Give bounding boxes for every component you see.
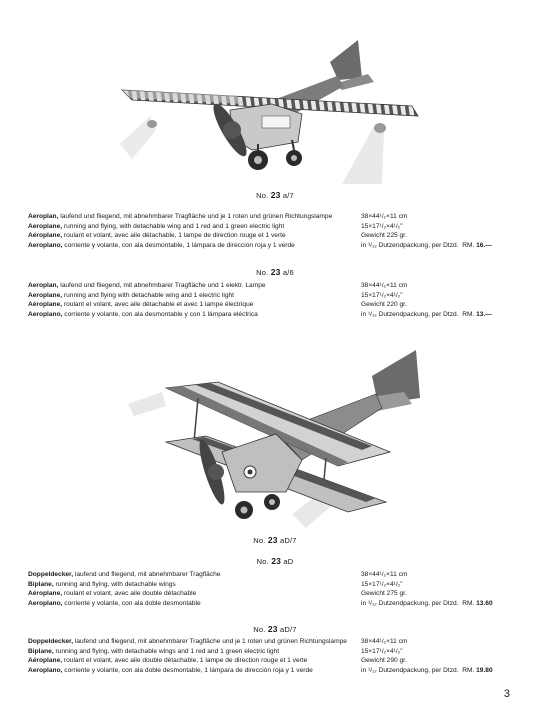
product-row: Biplane, running and flying, with detachable wings and 1 red and 1 green electric light 15×17¹/₂×4¹/₂" [28, 647, 403, 655]
product-block [28, 637, 528, 675]
figure-caption: No. 23 aD [256, 556, 294, 566]
product-row: Aeroplan, laufend und fliegend, mit abnehmbarer Tragfläche und je 1 roten und grünen Richtungslampe 38×44¹/₂×11 cm [28, 213, 408, 220]
product-row: Aeroplano, corriente y volante, con ala desmontable, 1 lámpara de dirección roja y 1 verde in ¹/₁₂ Dutzendpackung, per Dtzd. RM. 16.— [28, 241, 492, 249]
product-block [28, 212, 528, 250]
product-row: Aeroplano, corriente y volante, con ala doble desmontable, 1 lámpara de dirección roja y 1 verde in ¹/₁₂ Dutzendpackung, per Dtzd. RM. 19.80 [28, 666, 493, 674]
monoplane-illustration [112, 34, 452, 184]
figure-caption: No. 23 a/6 [256, 267, 294, 277]
product-block [28, 281, 528, 319]
product-row: Aeroplan, laufend und fliegend, mit abnehmbarer Tragfläche und 1 elektr. Lampe 38×44¹/₂×11 cm [28, 282, 408, 289]
figure-caption: No. 23 aD/7 [253, 624, 297, 634]
biplane-illustration [126, 342, 426, 532]
product-row: Aéroplane, roulant et volant, avec aile double détachable, 1 lampe de direction rouge et 1 verte Gewicht 290 gr. [28, 657, 407, 665]
price: 13.— [476, 310, 492, 318]
figure-caption: No. 23 a/7 [256, 190, 294, 200]
price: 13.60 [476, 599, 493, 607]
price: 19.80 [476, 666, 493, 674]
price: 16.— [476, 241, 492, 249]
product-row: Aéroplane, roulant et volant, avec aile double détachable Gewicht 275 gr. [28, 590, 407, 598]
product-row: Doppeldecker, laufend und fliegend, mit abnehmbarer Tragfläche und je 1 roten und grünen Richtungslampe 38×44¹/₂×11 cm [28, 638, 408, 645]
product-row: Aeroplano, corriente y volante, con ala doble desmontable in ¹/₁₂ Dutzendpackung, per Dtzd. RM. 13.60 [28, 599, 493, 607]
product-row: Aeroplano, corriente y volante, con ala desmontable y con 1 lámpara eléctrica in ¹/₁₂ Dutzendpackung, per Dtzd. RM. 13.— [28, 310, 492, 318]
product-row: Aeroplane, running and flying with detachable wing and 1 electric light 15×17¹/₂×4¹/₂" [28, 291, 403, 299]
product-row: Doppeldecker, laufend und fliegend, mit abnehmbarer Tragfläche 38×44¹/₂×11 cm [28, 571, 408, 578]
figure-caption: No. 23 aD/7 [253, 535, 297, 545]
product-block [28, 570, 528, 608]
product-row: Aéroplane, roulant et volant, avec aile détachable, 1 lampe de direction rouge et 1 verte Gewicht 225 gr. [28, 232, 407, 240]
product-row: Aeroplane, running and flying, with detachable wing and 1 red and 1 green electric light 15×17¹/₂×4¹/₂" [28, 222, 403, 230]
page-number: 3 [503, 688, 510, 700]
product-row: Biplane, running and flying, with detachable wings 15×17¹/₂×4¹/₂" [28, 580, 403, 588]
product-row: Aéroplane, roulant et volant, avec aile détachable et avec 1 lampe électrique Gewicht 220 gr. [28, 301, 407, 309]
